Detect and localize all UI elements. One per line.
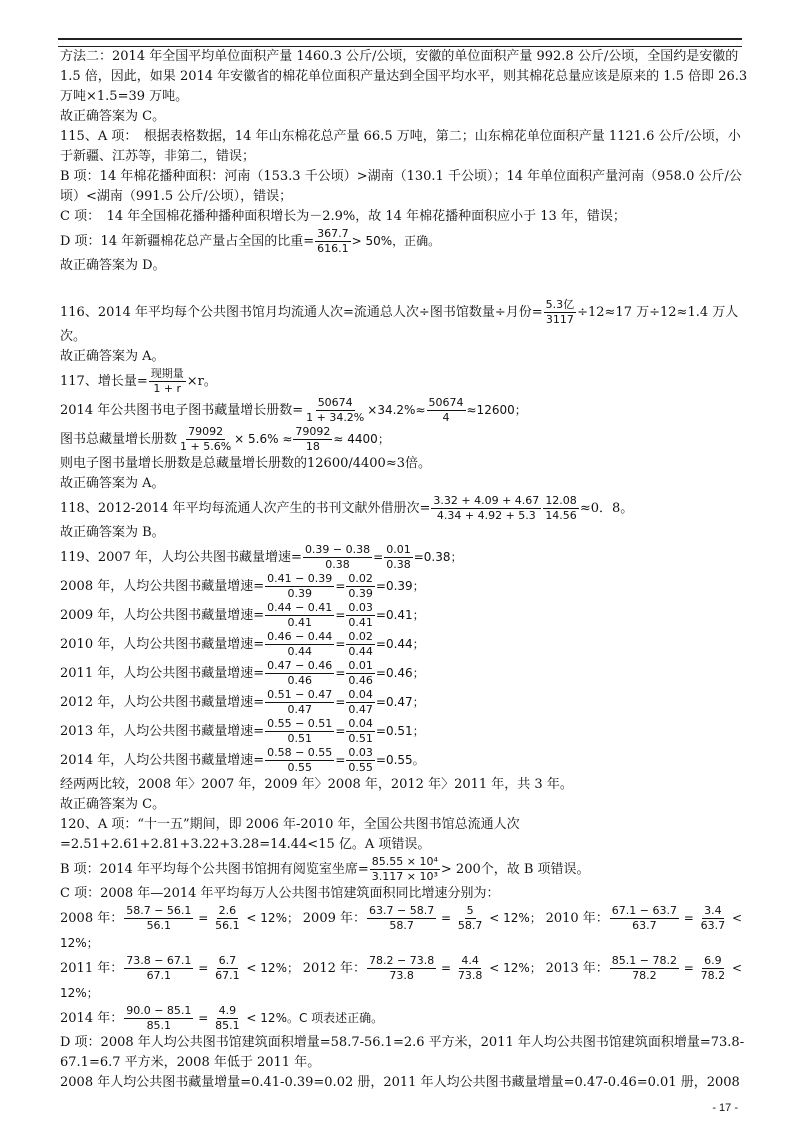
numerator: 63.7 − 58.7 <box>369 904 435 917</box>
page-body <box>60 47 750 1093</box>
q115-option-c: C 项： 14 年全国棉花播种播种面积增长为－2.9%，故 14 年棉花播种面积应小于 13 年，错误； <box>60 209 626 224</box>
numerator: 6.7 <box>218 954 237 967</box>
equals-sign: = <box>375 666 386 680</box>
fraction <box>265 659 334 688</box>
equals-sign: = <box>679 961 698 975</box>
fraction <box>178 425 233 454</box>
numerator: 0.03 <box>348 601 373 614</box>
row-label: 2014 年，人均公共图书藏量增速= <box>60 753 265 768</box>
numerator: 78.2 − 73.8 <box>369 954 435 967</box>
denominator: 0.47 <box>287 703 312 716</box>
denominator: 73.8 <box>457 969 483 982</box>
text-fragment: B 项：2014 年平均每个公共图书馆拥有阅览室坐席= <box>60 862 369 877</box>
denominator: 1 + 34.2% <box>306 411 365 424</box>
denominator: 56.1 <box>146 919 172 932</box>
denominator: 0.38 <box>325 558 350 571</box>
row-label: 2010 年，人均公共图书藏量增速= <box>60 637 265 652</box>
q120-option-d: D 项：2008 年人均公共图书馆建筑面积增量=58.7-56.1=2.6 平方米，2011 年人均公共图书馆建筑面积增量=73.8-67.1=6.7 平方米，2008 年低于 2011 年。 <box>60 1035 745 1070</box>
growth-rate-row <box>60 688 750 717</box>
denominator: 78.2 <box>632 969 657 982</box>
denominator: 3.117 × 10³ <box>371 870 438 883</box>
denominator-echo: 0.39； <box>385 579 425 593</box>
answer-114: 故正确答案为 C。 <box>60 109 166 124</box>
q119-comparison: 经两两比较，2008 年〉2007 年，2009 年〉2008 年，2012 年〉2011 年，共 3 年。 <box>60 777 573 792</box>
numerator: 79092 <box>295 425 331 438</box>
q120-option-b <box>60 855 750 884</box>
denominator: 0.55 <box>348 761 373 774</box>
fraction <box>124 1004 193 1033</box>
numerator: 4.4 <box>461 954 479 967</box>
fraction <box>699 904 728 933</box>
fraction <box>265 688 334 717</box>
text-fragment: > 50%，正确。 <box>351 234 441 248</box>
fraction <box>367 954 436 983</box>
numerator: 0.02 <box>348 630 373 643</box>
method-two-paragraph: 方法二：2014 年全国平均单位面积产量 1460.3 公斤/公顷，安徽的单位面积产量 992.8 公斤/公顷，全国约是安徽的 1.5 倍，因此，如果 2014 年安徽省的棉花单位面积产量达到全国平均水平，则其棉花总量应该是原来的 1.5 倍即 26.3 万吨×1.5=39 万吨。 <box>60 49 748 104</box>
text-fragment: × 5.6% ≈ <box>234 432 293 446</box>
denominator: 58.7 <box>389 919 414 932</box>
denominator: 0.51 <box>348 732 373 745</box>
denominator: 67.1 <box>146 969 172 982</box>
answer-118: 故正确答案为 B。 <box>60 525 165 540</box>
denominator-echo: 0.41； <box>385 608 425 622</box>
denominator: 616.1 <box>317 242 349 255</box>
q120-option-c: C 项：2008 年—2014 年平均每万人公共图书馆建筑面积同比增速分别为： <box>60 886 500 901</box>
numerator: 2.6 <box>218 904 237 917</box>
growth-rate-row <box>60 601 750 630</box>
text-fragment: 2014 年公共图书电子图书藏量增长册数= <box>60 403 304 418</box>
row-label: 2014 年： <box>60 1011 124 1026</box>
row-label: 2011 年： <box>60 961 124 976</box>
equals-sign: = <box>375 608 386 622</box>
equals-sign: = <box>375 579 386 593</box>
equals-sign: = <box>437 961 455 975</box>
denominator: 56.1 <box>215 919 240 932</box>
numerator: 0.41 − 0.39 <box>267 572 333 585</box>
equals-sign: = <box>375 695 386 709</box>
denominator: 0.41 <box>348 616 373 629</box>
numerator: 58.7 − 56.1 <box>126 904 192 917</box>
denominator: 67.1 <box>215 969 240 982</box>
denominator: 0.44 <box>348 645 373 658</box>
row-label: 2008 年： <box>60 911 124 926</box>
text-fragment: ≈ 4400； <box>333 432 390 446</box>
denominator-echo: 0.47； <box>385 695 425 709</box>
denominator: 85.1 <box>215 1019 240 1032</box>
denominator: 18 <box>305 440 320 453</box>
growth-rate-row <box>60 543 750 572</box>
equals-sign: = <box>335 724 346 738</box>
equals-sign: = <box>375 724 386 738</box>
equals-sign: = <box>194 1011 213 1025</box>
text-fragment: D 项：14 年新疆棉花总产量占全国的比重= <box>60 234 315 249</box>
equals-sign: = <box>335 666 346 680</box>
fraction <box>293 425 332 454</box>
denominator: 0.55 <box>287 761 312 774</box>
denominator: 0.51 <box>287 732 312 745</box>
denominator-echo: 0.44； <box>385 637 425 651</box>
text-fragment: 116、2014 年平均每个公共图书馆月均流通人次=流通总人次÷图书馆数量÷月份= <box>60 305 543 320</box>
equals-sign: = <box>375 637 386 651</box>
numerator: 3.4 <box>704 904 722 917</box>
answer-117: 故正确答案为 A。 <box>60 476 165 491</box>
denominator: 1 + 5.6% <box>180 440 232 453</box>
fraction <box>213 904 242 933</box>
row-label: 2012 年，人均公共图书藏量增速= <box>60 695 265 710</box>
area-growth-row <box>60 954 750 1004</box>
denominator: 0.39 <box>287 587 312 600</box>
growth-rate-row <box>60 659 750 688</box>
text-fragment: 117、增长量= <box>60 374 148 389</box>
q117-ratio: 则电子图书量增长册数是总藏量增长册数的12600/4400≈3倍。 <box>60 456 431 471</box>
fraction <box>265 572 334 601</box>
equals-sign: = <box>373 550 384 564</box>
denominator-echo: 0.55。 <box>385 753 425 767</box>
fraction <box>610 904 679 933</box>
fraction <box>543 494 579 523</box>
comparison: < 12%； <box>60 961 743 1000</box>
equals-sign: = <box>679 911 698 925</box>
fraction <box>346 630 375 659</box>
comparison: < 12%； <box>60 911 743 950</box>
denominator: 3117 <box>545 313 574 326</box>
area-growth-row <box>60 1004 750 1033</box>
fraction <box>265 746 334 775</box>
q120-option-d-continued: 2008 年人均公共图书藏量增量=0.41-0.39=0.02 册，2011 年人均公共图书藏量增量=0.47-0.46=0.01 册，2008 <box>60 1075 740 1090</box>
numerator: 0.44 − 0.41 <box>267 601 333 614</box>
denominator: 73.8 <box>389 969 414 982</box>
fraction <box>304 396 366 425</box>
denominator: 0.44 <box>287 645 312 658</box>
denominator: 63.7 <box>632 919 657 932</box>
equals-sign: = <box>335 579 346 593</box>
row-label: 2009 年： <box>302 911 366 926</box>
denominator: 0.46 <box>348 674 373 687</box>
fraction <box>213 1004 242 1033</box>
numerator: 3.32 + 4.09 + 4.67 <box>433 494 540 507</box>
q120-option-a: 120、A 项：“十一五”期间，即 2006 年-2010 年，全国公共图书馆总流通人次=2.51+2.61+2.81+3.22+3.28=14.44<15 亿。A 项错误。 <box>60 817 520 852</box>
denominator: 14.56 <box>545 509 577 522</box>
fraction <box>456 904 485 933</box>
q119-growth-list <box>60 543 750 775</box>
equals-sign: = <box>335 637 346 651</box>
numerator: 5 <box>466 904 474 917</box>
comparison: < 12%； <box>242 911 303 925</box>
growth-rate-row <box>60 572 750 601</box>
denominator: 63.7 <box>700 919 726 932</box>
fraction <box>431 494 541 523</box>
equals-sign: = <box>413 550 424 564</box>
row-label: 119、2007 年，人均公共图书藏量增速= <box>60 550 302 565</box>
numerator: 0.51 − 0.47 <box>267 688 333 701</box>
numerator: 0.55 − 0.51 <box>267 717 333 730</box>
denominator: 0.41 <box>287 616 312 629</box>
fraction <box>265 630 334 659</box>
q118-solution <box>60 494 750 523</box>
fraction <box>149 367 186 396</box>
text-fragment: ×r。 <box>186 374 217 389</box>
q120-area-growth-list <box>60 904 750 1033</box>
fraction <box>346 746 375 775</box>
numerator: 0.01 <box>348 659 373 672</box>
q115-option-d <box>60 227 750 256</box>
comparison: < 12%； <box>242 961 303 975</box>
fraction <box>544 298 577 327</box>
row-label: 2011 年，人均公共图书藏量增速= <box>60 666 265 681</box>
equals-sign: = <box>437 911 455 925</box>
equals-sign: = <box>375 753 386 767</box>
denominator: 85.1 <box>146 1019 172 1032</box>
fraction <box>384 543 413 572</box>
equals-sign: = <box>335 608 346 622</box>
numerator: 0.39 − 0.38 <box>304 543 371 556</box>
denominator: 0.39 <box>348 587 373 600</box>
numerator: 4.9 <box>218 1004 237 1017</box>
numerator: 79092 <box>188 425 224 438</box>
q116-solution <box>60 298 750 347</box>
denominator: 58.7 <box>457 919 483 932</box>
numerator: 0.02 <box>348 572 373 585</box>
numerator: 50674 <box>428 396 464 409</box>
comparison: < 12%； <box>485 961 546 975</box>
denominator-echo: 0.38； <box>423 550 463 564</box>
text-fragment: ≈12600； <box>466 403 527 417</box>
page-number: - 17 - <box>712 1102 738 1114</box>
fraction <box>124 954 193 983</box>
q117-ebook-growth <box>60 396 750 425</box>
fraction <box>456 954 485 983</box>
spacer <box>60 276 750 298</box>
text-fragment: 118、2012-2014 年平均每流通人次产生的书刊文献外借册次= <box>60 501 431 516</box>
answer-115: 故正确答案为 D。 <box>60 258 166 273</box>
numerator: 0.01 <box>386 543 411 556</box>
numerator: 0.04 <box>348 717 373 730</box>
answer-116: 故正确答案为 A。 <box>60 349 165 364</box>
text-fragment: ≈0．8。 <box>579 501 634 516</box>
fraction <box>315 227 351 256</box>
area-growth-row <box>60 904 750 954</box>
fraction <box>124 904 193 933</box>
numerator: 85.55 × 10⁴ <box>371 855 438 868</box>
q115-option-b: B 项：14 年棉花播种面积：河南（153.3 千公顷）>湖南（130.1 千公顷）；14 年单位面积产量河南（958.0 公斤/公顷）<湖南（991.5 公斤/公顷），错误； <box>60 169 742 204</box>
numerator: 85.1 − 78.2 <box>611 954 677 967</box>
numerator: 12.08 <box>545 494 577 507</box>
fraction <box>346 601 375 630</box>
equals-sign: = <box>335 695 346 709</box>
fraction <box>303 543 372 572</box>
denominator: 0.46 <box>287 674 312 687</box>
denominator-echo: 0.51； <box>385 724 425 738</box>
row-label: 2010 年： <box>545 911 609 926</box>
text-fragment: ÷12≈17 万÷12≈1.4 万人次。 <box>60 305 739 344</box>
fraction <box>427 396 466 425</box>
numerator: 0.46 − 0.44 <box>267 630 333 643</box>
comparison: < 12%。C 项表述正确。 <box>242 1011 384 1025</box>
answer-119: 故正确答案为 C。 <box>60 797 166 812</box>
denominator: 4.34 + 4.92 + 5.3 <box>436 509 536 522</box>
fraction <box>610 954 679 983</box>
equals-sign: = <box>335 753 346 767</box>
fraction <box>346 659 375 688</box>
equals-sign: = <box>194 961 213 975</box>
text-fragment: > 200个，故 B 项错误。 <box>440 862 590 877</box>
denominator-echo: 0.46； <box>385 666 425 680</box>
denominator: 78.2 <box>700 969 726 982</box>
row-label: 2013 年： <box>545 961 609 976</box>
header-rule <box>58 38 742 47</box>
numerator: 0.03 <box>348 746 373 759</box>
numerator: 67.1 − 63.7 <box>611 904 677 917</box>
q115-option-a: 115、A 项： 根据表格数据，14 年山东棉花总产量 66.5 万吨，第二；山东棉花单位面积产量 1121.6 公斤/公顷，小于新疆、江苏等，非第二，错误； <box>60 129 741 164</box>
text-fragment: 图书总藏量增长册数 <box>60 432 178 447</box>
text-fragment: ×34.2%≈ <box>367 403 426 417</box>
growth-rate-row <box>60 746 750 775</box>
fraction <box>346 688 375 717</box>
denominator: 1 + r <box>153 382 182 395</box>
fraction <box>265 717 334 746</box>
numerator: 0.47 − 0.46 <box>267 659 333 672</box>
numerator: 50674 <box>317 396 353 409</box>
fraction <box>346 572 375 601</box>
denominator: 0.38 <box>386 558 411 571</box>
fraction <box>346 717 375 746</box>
denominator: 0.47 <box>348 703 373 716</box>
equals-sign: = <box>194 911 213 925</box>
numerator: 6.9 <box>704 954 722 967</box>
numerator: 0.04 <box>348 688 373 701</box>
denominator: 4 <box>442 411 450 424</box>
fraction <box>370 855 440 884</box>
q117-total-growth <box>60 425 750 454</box>
row-label: 2009 年，人均公共图书藏量增速= <box>60 608 265 623</box>
numerator: 73.8 − 67.1 <box>126 954 192 967</box>
numerator: 367.7 <box>317 227 349 240</box>
fraction <box>265 601 334 630</box>
q117-formula <box>60 367 750 396</box>
numerator: 5.3亿 <box>545 298 575 311</box>
numerator: 现期量 <box>150 367 184 380</box>
row-label: 2008 年，人均公共图书藏量增速= <box>60 579 265 594</box>
numerator: 0.58 − 0.55 <box>267 746 333 759</box>
fraction <box>699 954 728 983</box>
fraction <box>213 954 242 983</box>
row-label: 2012 年： <box>302 961 366 976</box>
comparison: < 12%； <box>485 911 546 925</box>
fraction <box>367 904 436 933</box>
growth-rate-row <box>60 630 750 659</box>
growth-rate-row <box>60 717 750 746</box>
numerator: 90.0 − 85.1 <box>126 1004 192 1017</box>
row-label: 2013 年，人均公共图书藏量增速= <box>60 724 265 739</box>
